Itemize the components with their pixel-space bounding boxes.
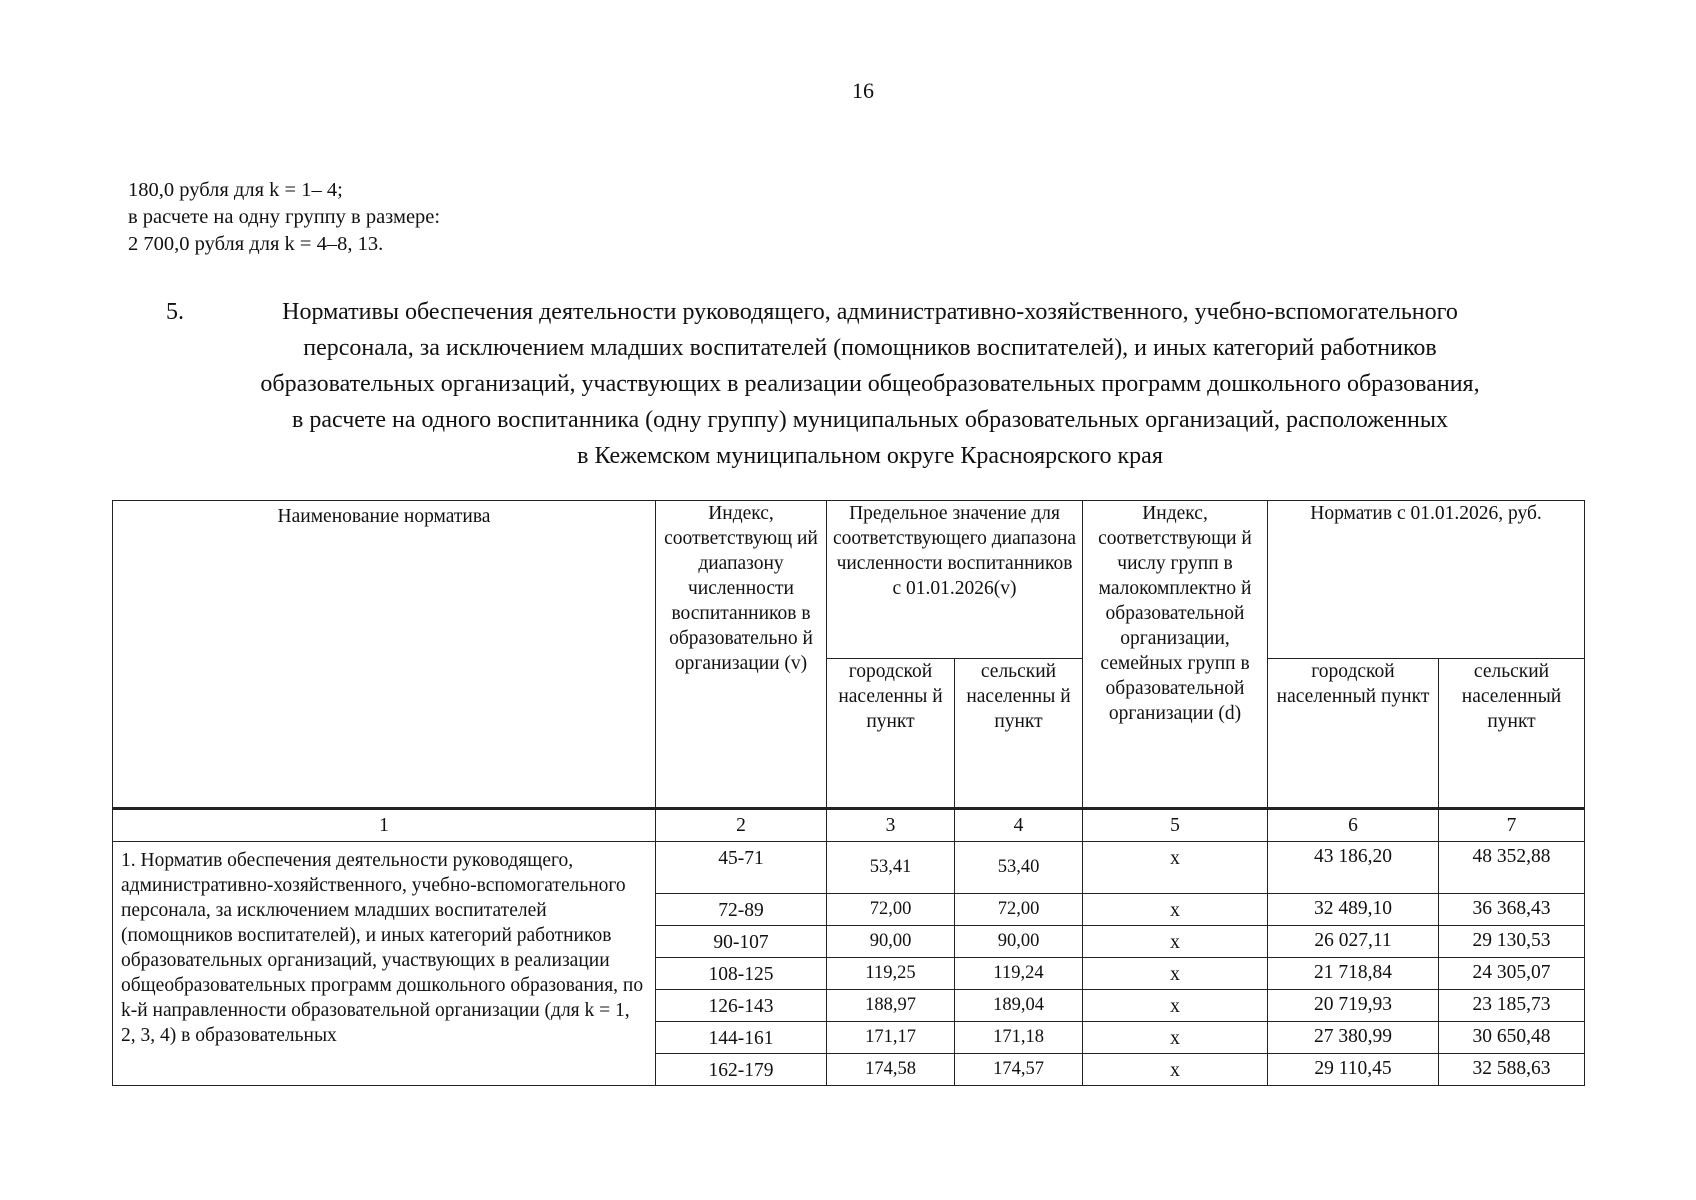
- norm-rural-cell: 30 650,48: [1439, 1022, 1585, 1054]
- limit-urban-cell: 119,25: [827, 958, 955, 990]
- norm-rural-cell: 32 588,63: [1439, 1054, 1585, 1086]
- index-groups-cell: x: [1083, 842, 1268, 894]
- header-norm-urban: городской населенный пункт: [1268, 659, 1439, 809]
- range-cell: 126-143: [656, 990, 827, 1022]
- limit-rural-cell: 72,00: [955, 894, 1083, 926]
- section-title-line: персонала, за исключением младших воспитателей (помощников воспитателей), и иных категорий работников: [303, 335, 1437, 361]
- norm-rural-cell: 24 305,07: [1439, 958, 1585, 990]
- limit-urban-cell: 188,97: [827, 990, 955, 1022]
- range-cell: 90-107: [656, 926, 827, 958]
- header-limit-rural: сельский населенны й пункт: [955, 659, 1083, 809]
- range-cell: 108-125: [656, 958, 827, 990]
- index-groups-cell: x: [1083, 1022, 1268, 1054]
- norm-urban-cell: 29 110,45: [1268, 1054, 1439, 1086]
- range-cell: 45-71: [656, 842, 827, 894]
- range-cell: 162-179: [656, 1054, 827, 1086]
- section-title-line: в расчете на одного воспитанника (одну группу) муниципальных образовательных организаций, расположенных: [292, 407, 1448, 433]
- page-number: 16: [852, 78, 874, 103]
- norm-urban-cell: 21 718,84: [1268, 958, 1439, 990]
- column-number: 3: [827, 809, 955, 842]
- norm-urban-cell: 27 380,99: [1268, 1022, 1439, 1054]
- range-cell: 144-161: [656, 1022, 827, 1054]
- intro-line: 2 700,0 рубля для k = 4–8, 13.: [128, 233, 384, 255]
- norm-rural-cell: 36 368,43: [1439, 894, 1585, 926]
- section-title-line: образовательных организаций, участвующих в реализации общеобразовательных программ дошкольного образования,: [260, 371, 1480, 397]
- limit-urban-cell: 171,17: [827, 1022, 955, 1054]
- index-groups-cell: x: [1083, 1054, 1268, 1086]
- table-row: [113, 842, 1585, 894]
- norm-urban-cell: 32 489,10: [1268, 894, 1439, 926]
- section-heading: [160, 294, 1580, 474]
- index-groups-cell: x: [1083, 894, 1268, 926]
- norm-rural-cell: 23 185,73: [1439, 990, 1585, 1022]
- limit-urban-cell: 53,41: [827, 842, 955, 894]
- limit-rural-cell: 119,24: [955, 958, 1083, 990]
- limit-rural-cell: 53,40: [955, 842, 1083, 894]
- norm-urban-cell: 26 027,11: [1268, 926, 1439, 958]
- norms-table: [112, 500, 1585, 1086]
- section-title-line: в Кежемском муниципальном округе Красноярского края: [577, 443, 1163, 469]
- column-number: 7: [1439, 809, 1585, 842]
- column-number: 1: [113, 809, 656, 842]
- norm-urban-cell: 43 186,20: [1268, 842, 1439, 894]
- limit-rural-cell: 90,00: [955, 926, 1083, 958]
- limit-urban-cell: 174,58: [827, 1054, 955, 1086]
- index-groups-cell: x: [1083, 990, 1268, 1022]
- header-limit-urban: городской населенны й пункт: [827, 659, 955, 809]
- header-limit-value: Предельное значение для соответствующего диапазона численности воспитанников с 01.01.2026(v): [827, 501, 1083, 659]
- intro-line: 180,0 рубля для k = 1– 4;: [128, 179, 343, 201]
- header-index-groups: Индекс, соответствующи й числу групп в малокомплектно й образовательной организации, семейных групп в образовательной организации (d): [1083, 501, 1268, 809]
- index-groups-cell: x: [1083, 926, 1268, 958]
- section-number: 5.: [166, 299, 184, 325]
- column-number: 6: [1268, 809, 1439, 842]
- norm-rural-cell: 29 130,53: [1439, 926, 1585, 958]
- column-number: 2: [656, 809, 827, 842]
- header-norm-rural: сельский населенный пункт: [1439, 659, 1585, 809]
- limit-rural-cell: 189,04: [955, 990, 1083, 1022]
- limit-urban-cell: 72,00: [827, 894, 955, 926]
- norm-rural-cell: 48 352,88: [1439, 842, 1585, 894]
- column-number: 5: [1083, 809, 1268, 842]
- limit-rural-cell: 174,57: [955, 1054, 1083, 1086]
- row-name: 1. Норматив обеспечения деятельности руководящего, административно-хозяйственного, учебно-вспомогательного персонала, за исключением младших воспитателей (помощников воспитателей), и иных категорий работников образовательных организаций, участвующих в реализации общеобразовательных программ дошкольного образования, по k-й направленности образовательной организации (для k = 1, 2, 3, 4) в образовательных: [113, 842, 656, 1086]
- header-name: Наименование норматива: [113, 501, 656, 809]
- range-cell: 72-89: [656, 894, 827, 926]
- intro-text: [128, 177, 440, 258]
- limit-rural-cell: 171,18: [955, 1022, 1083, 1054]
- limit-urban-cell: 90,00: [827, 926, 955, 958]
- section-title-line: Нормативы обеспечения деятельности руководящего, административно-хозяйственного, учебно-вспомогательного: [282, 299, 1458, 325]
- header-norm: Норматив с 01.01.2026, руб.: [1268, 501, 1585, 659]
- index-groups-cell: x: [1083, 958, 1268, 990]
- intro-line: в расчете на одну группу в размере:: [128, 206, 441, 228]
- header-index-range: Индекс, соответствующ ий диапазону численности воспитанников в образовательно й организации (v): [656, 501, 827, 809]
- norm-urban-cell: 20 719,93: [1268, 990, 1439, 1022]
- column-number: 4: [955, 809, 1083, 842]
